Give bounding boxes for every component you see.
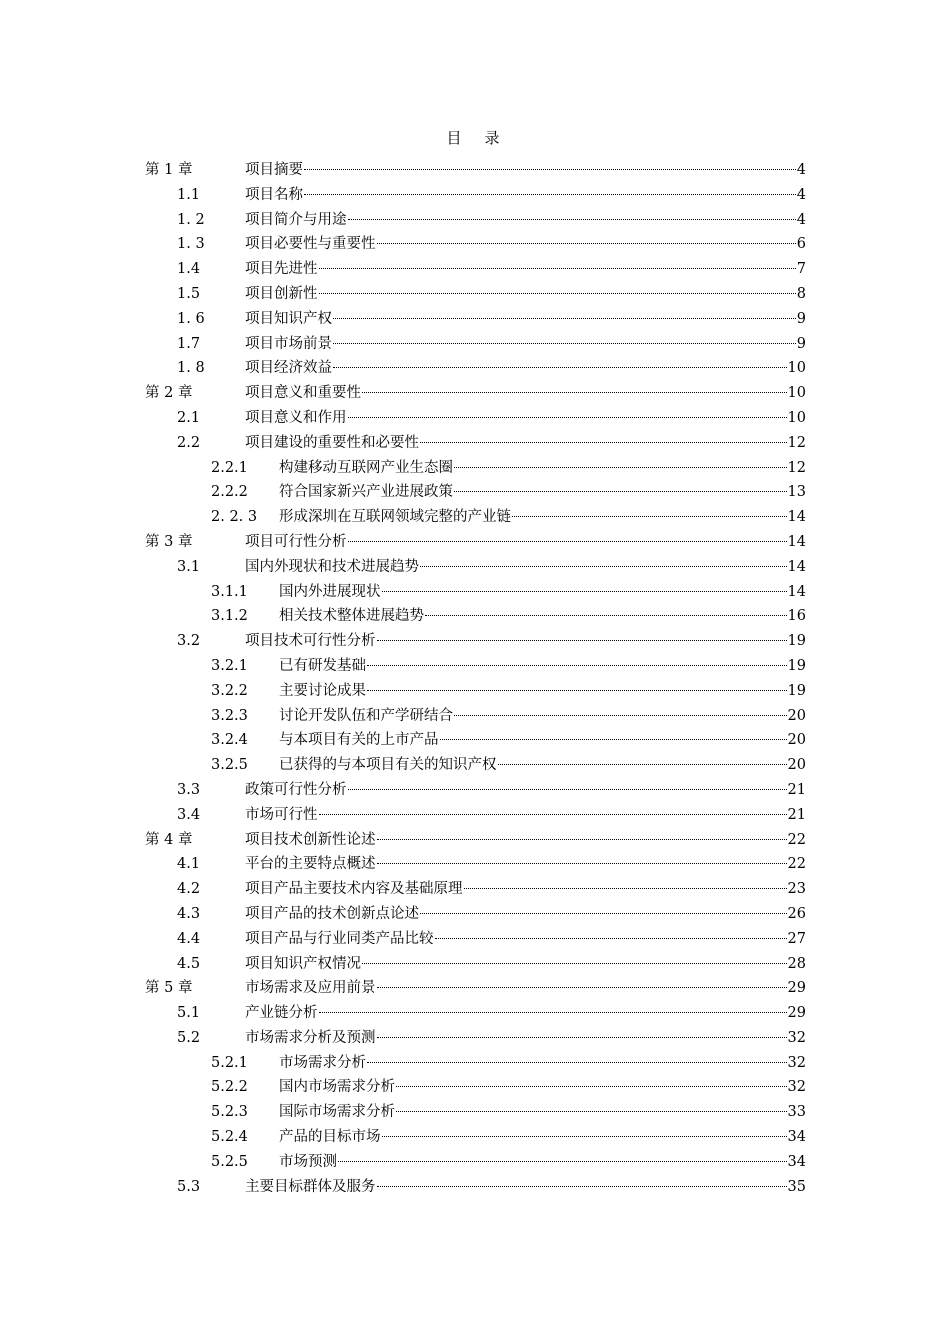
toc-entry[interactable]	[145, 1125, 806, 1150]
toc-entry[interactable]	[145, 580, 806, 605]
toc-entry[interactable]	[145, 1075, 806, 1100]
toc-leader-dots	[367, 1062, 787, 1063]
toc-entry-page: 27	[787, 930, 806, 947]
toc-entry-number: 4.5	[177, 955, 201, 972]
toc-entry[interactable]	[145, 1051, 806, 1076]
toc-entry-page: 13	[787, 484, 806, 501]
toc-leader-dots	[377, 1186, 787, 1187]
toc-entry[interactable]	[145, 604, 806, 629]
toc-entry-title: 已有研发基础	[279, 657, 366, 674]
toc-leader-dots	[304, 194, 796, 195]
toc-entry-title: 项目名称	[245, 186, 303, 203]
toc-entry-page: 14	[787, 533, 806, 550]
toc-leader-dots	[319, 814, 787, 815]
toc-entry-page: 29	[787, 1005, 806, 1022]
toc-entry-title: 国内外进展现状	[279, 583, 381, 600]
toc-entry-title: 国际市场需求分析	[279, 1104, 395, 1121]
toc-entry-title: 产品的目标市场	[279, 1129, 381, 1146]
toc-entry[interactable]	[145, 555, 806, 580]
toc-entry[interactable]	[145, 257, 806, 282]
toc-entry-number: 4.1	[177, 856, 201, 873]
toc-entry-title: 平台的主要特点概述	[245, 856, 376, 873]
toc-leader-dots	[420, 566, 787, 567]
toc-entry[interactable]	[145, 356, 806, 381]
toc-leader-dots	[348, 541, 787, 542]
toc-leader-dots	[377, 1037, 787, 1038]
toc-entry-number: 3.1.2	[211, 608, 248, 625]
toc-entry-number: 5.2.3	[211, 1104, 248, 1121]
toc-leader-dots	[382, 591, 787, 592]
toc-entry-page: 19	[787, 633, 806, 650]
toc-entry-page: 12	[787, 434, 806, 451]
toc-entry[interactable]	[145, 530, 806, 555]
toc-entry-number: 第 3 章	[145, 533, 193, 550]
toc-entry-title: 项目先进性	[245, 261, 318, 278]
toc-entry-page: 10	[787, 409, 806, 426]
toc-entry-number: 1. 2	[177, 211, 205, 228]
toc-entry-number: 2.2	[177, 434, 201, 451]
toc-entry-number: 2.2.1	[211, 459, 248, 476]
toc-leader-dots	[348, 789, 787, 790]
toc-entry-title: 项目建设的重要性和必要性	[245, 434, 419, 451]
toc-leader-dots	[367, 665, 787, 666]
toc-entry-title: 国内市场需求分析	[279, 1079, 395, 1096]
toc-entry-title: 项目知识产权情况	[245, 955, 361, 972]
toc-entry-number: 第 5 章	[145, 980, 193, 997]
toc-leader-dots	[304, 169, 796, 170]
toc-entry-page: 8	[796, 285, 806, 302]
toc-leader-dots	[319, 293, 796, 294]
toc-leader-dots	[377, 243, 796, 244]
toc-entry-number: 4.2	[177, 881, 201, 898]
toc-entry-page: 19	[787, 657, 806, 674]
toc-leader-dots	[377, 863, 787, 864]
toc-entry-number: 1.4	[177, 261, 201, 278]
toc-entry-title: 形成深圳在互联网领域完整的产业链	[279, 509, 511, 526]
toc-entry-page: 14	[787, 558, 806, 575]
table-of-contents	[145, 158, 806, 1199]
toc-entry-number: 2. 2. 3	[211, 509, 258, 526]
toc-entry[interactable]	[145, 282, 806, 307]
toc-entry-title: 主要目标群体及服务	[245, 1178, 376, 1195]
toc-entry-number: 3.2	[177, 633, 201, 650]
toc-entry-page: 9	[796, 310, 806, 327]
toc-entry[interactable]	[145, 927, 806, 952]
toc-entry-title: 项目产品与行业同类产品比较	[245, 930, 434, 947]
toc-entry[interactable]	[145, 232, 806, 257]
toc-entry[interactable]	[145, 158, 806, 183]
toc-entry-page: 28	[787, 955, 806, 972]
toc-entry[interactable]	[145, 381, 806, 406]
toc-entry-page: 4	[796, 186, 806, 203]
toc-entry[interactable]	[145, 952, 806, 977]
toc-entry-title: 与本项目有关的上市产品	[279, 732, 439, 749]
toc-entry-number: 5.2.2	[211, 1079, 248, 1096]
toc-entry-title: 项目产品的技术创新点论述	[245, 905, 419, 922]
toc-entry-title: 项目意义和作用	[245, 409, 347, 426]
toc-entry-title: 市场预测	[279, 1153, 337, 1170]
toc-entry-number: 3.4	[177, 806, 201, 823]
toc-entry-page: 33	[787, 1104, 806, 1121]
toc-entry[interactable]	[145, 679, 806, 704]
toc-entry-number: 2.1	[177, 409, 201, 426]
toc-leader-dots	[454, 715, 787, 716]
toc-entry-page: 19	[787, 682, 806, 699]
toc-entry-page: 7	[796, 261, 806, 278]
toc-entry[interactable]	[145, 704, 806, 729]
toc-entry-page: 20	[787, 757, 806, 774]
toc-entry-number: 4.4	[177, 930, 201, 947]
toc-entry[interactable]	[145, 456, 806, 481]
toc-entry-page: 14	[787, 583, 806, 600]
toc-entry-title: 项目技术可行性分析	[245, 633, 376, 650]
toc-entry-number: 3.1.1	[211, 583, 248, 600]
toc-entry[interactable]	[145, 1026, 806, 1051]
toc-entry-number: 第 2 章	[145, 385, 193, 402]
toc-entry[interactable]	[145, 406, 806, 431]
toc-entry-page: 34	[787, 1129, 806, 1146]
toc-entry-page: 22	[787, 856, 806, 873]
toc-leader-dots	[512, 516, 787, 517]
toc-leader-dots	[435, 938, 787, 939]
toc-entry-title: 项目可行性分析	[245, 533, 347, 550]
toc-entry-title: 市场需求及应用前景	[245, 980, 376, 997]
toc-leader-dots	[377, 987, 787, 988]
toc-entry[interactable]	[145, 976, 806, 1001]
toc-entry-title: 产业链分析	[245, 1005, 318, 1022]
toc-entry-page: 20	[787, 707, 806, 724]
toc-entry[interactable]	[145, 654, 806, 679]
toc-heading: 目 录	[446, 129, 504, 147]
toc-entry-title: 构建移动互联网产业生态圈	[279, 459, 453, 476]
toc-entry-number: 5.1	[177, 1005, 201, 1022]
toc-leader-dots	[454, 491, 787, 492]
toc-leader-dots	[362, 963, 787, 964]
toc-entry-number: 1. 6	[177, 310, 205, 327]
toc-entry-page: 32	[787, 1079, 806, 1096]
toc-entry[interactable]	[145, 828, 806, 853]
toc-entry-number: 4.3	[177, 905, 201, 922]
toc-entry[interactable]	[145, 332, 806, 357]
toc-entry[interactable]	[145, 877, 806, 902]
toc-entry[interactable]	[145, 803, 806, 828]
toc-entry-page: 23	[787, 881, 806, 898]
toc-leader-dots	[377, 839, 787, 840]
toc-entry-page: 9	[796, 335, 806, 352]
toc-entry-number: 5.2.4	[211, 1129, 248, 1146]
toc-entry[interactable]	[145, 505, 806, 530]
toc-entry[interactable]	[145, 852, 806, 877]
toc-entry-title: 相关技术整体进展趋势	[279, 608, 424, 625]
toc-leader-dots	[367, 690, 787, 691]
toc-leader-dots	[333, 343, 796, 344]
toc-entry[interactable]	[145, 307, 806, 332]
toc-entry-title: 项目意义和重要性	[245, 385, 361, 402]
toc-entry[interactable]	[145, 208, 806, 233]
toc-leader-dots	[425, 615, 787, 616]
toc-leader-dots	[464, 888, 787, 889]
toc-entry-page: 14	[787, 509, 806, 526]
toc-entry-title: 项目摘要	[245, 162, 303, 178]
toc-leader-dots	[498, 764, 787, 765]
toc-entry-number: 3.1	[177, 558, 201, 575]
toc-entry-title: 符合国家新兴产业进展政策	[279, 484, 453, 501]
toc-entry[interactable]	[145, 728, 806, 753]
toc-leader-dots	[454, 467, 787, 468]
toc-entry-page: 10	[787, 360, 806, 377]
toc-leader-dots	[382, 1136, 787, 1137]
toc-entry-title: 市场需求分析	[279, 1054, 366, 1071]
toc-leader-dots	[377, 640, 787, 641]
toc-entry[interactable]	[145, 1150, 806, 1175]
toc-entry-title: 市场可行性	[245, 806, 318, 823]
toc-entry-title: 项目市场前景	[245, 335, 332, 352]
toc-entry-number: 3.3	[177, 781, 201, 798]
toc-leader-dots	[362, 392, 787, 393]
toc-entry-page: 20	[787, 732, 806, 749]
toc-entry-title: 国内外现状和技术进展趋势	[245, 558, 419, 575]
toc-entry-page: 12	[787, 459, 806, 476]
toc-entry-number: 2.2.2	[211, 484, 248, 501]
toc-entry-number: 第 4 章	[145, 831, 193, 848]
toc-entry-page: 32	[787, 1054, 806, 1071]
toc-leader-dots	[420, 913, 787, 914]
toc-leader-dots	[333, 318, 796, 319]
toc-entry-page: 21	[787, 806, 806, 823]
toc-entry-number: 3.2.2	[211, 682, 248, 699]
toc-leader-dots	[319, 268, 796, 269]
toc-entry-title: 项目经济效益	[245, 360, 332, 377]
toc-entry-number: 3.2.1	[211, 657, 248, 674]
toc-entry-page: 34	[787, 1153, 806, 1170]
toc-entry[interactable]	[145, 1001, 806, 1026]
toc-entry[interactable]	[145, 753, 806, 778]
toc-entry-number: 1.1	[177, 186, 201, 203]
toc-entry-title: 项目必要性与重要性	[245, 236, 376, 253]
toc-entry-page: 4	[796, 211, 806, 228]
toc-entry-title: 项目简介与用途	[245, 211, 347, 228]
toc-entry[interactable]	[145, 480, 806, 505]
toc-leader-dots	[333, 367, 787, 368]
toc-entry-page: 10	[787, 385, 806, 402]
toc-entry-number: 5.3	[177, 1178, 201, 1195]
toc-entry[interactable]	[145, 1175, 806, 1200]
toc-leader-dots	[348, 417, 787, 418]
toc-entry[interactable]	[145, 183, 806, 208]
toc-entry-page: 29	[787, 980, 806, 997]
toc-entry-title: 市场需求分析及预测	[245, 1029, 376, 1046]
toc-leader-dots	[396, 1111, 787, 1112]
toc-entry-page: 21	[787, 781, 806, 798]
toc-leader-dots	[420, 442, 787, 443]
toc-entry-page: 4	[796, 162, 806, 178]
toc-leader-dots	[396, 1086, 787, 1087]
toc-entry-page: 6	[796, 236, 806, 253]
toc-entry-title: 项目创新性	[245, 285, 318, 302]
toc-entry-number: 1. 8	[177, 360, 205, 377]
toc-entry[interactable]	[145, 778, 806, 803]
toc-entry-title: 项目知识产权	[245, 310, 332, 327]
toc-entry[interactable]	[145, 431, 806, 456]
toc-entry-number: 3.2.5	[211, 757, 248, 774]
toc-entry-title: 讨论开发队伍和产学研结合	[279, 707, 453, 724]
toc-entry-number: 1.5	[177, 285, 201, 302]
toc-entry[interactable]	[145, 629, 806, 654]
toc-leader-dots	[319, 1012, 787, 1013]
toc-entry-page: 16	[787, 608, 806, 625]
toc-entry-page: 22	[787, 831, 806, 848]
toc-entry-number: 5.2.5	[211, 1153, 248, 1170]
toc-entry-number: 第 1 章	[145, 162, 193, 178]
toc-entry-number: 3.2.4	[211, 732, 248, 749]
toc-entry-page: 26	[787, 905, 806, 922]
toc-entry-title: 项目技术创新性论述	[245, 831, 376, 848]
toc-entry[interactable]	[145, 902, 806, 927]
toc-entry-number: 5.2.1	[211, 1054, 248, 1071]
toc-entry-number: 5.2	[177, 1029, 201, 1046]
toc-leader-dots	[440, 739, 787, 740]
toc-entry-number: 3.2.3	[211, 707, 248, 724]
toc-entry-page: 32	[787, 1029, 806, 1046]
toc-entry-number: 1. 3	[177, 236, 205, 253]
toc-entry-title: 项目产品主要技术内容及基础原理	[245, 881, 463, 898]
toc-entry[interactable]	[145, 1100, 806, 1125]
toc-entry-title: 政策可行性分析	[245, 781, 347, 798]
toc-entry-page: 35	[787, 1178, 806, 1195]
toc-entry-title: 主要讨论成果	[279, 682, 366, 699]
toc-entry-title: 已获得的与本项目有关的知识产权	[279, 757, 497, 774]
toc-leader-dots	[338, 1161, 787, 1162]
toc-leader-dots	[348, 219, 796, 220]
toc-entry-number: 1.7	[177, 335, 201, 352]
